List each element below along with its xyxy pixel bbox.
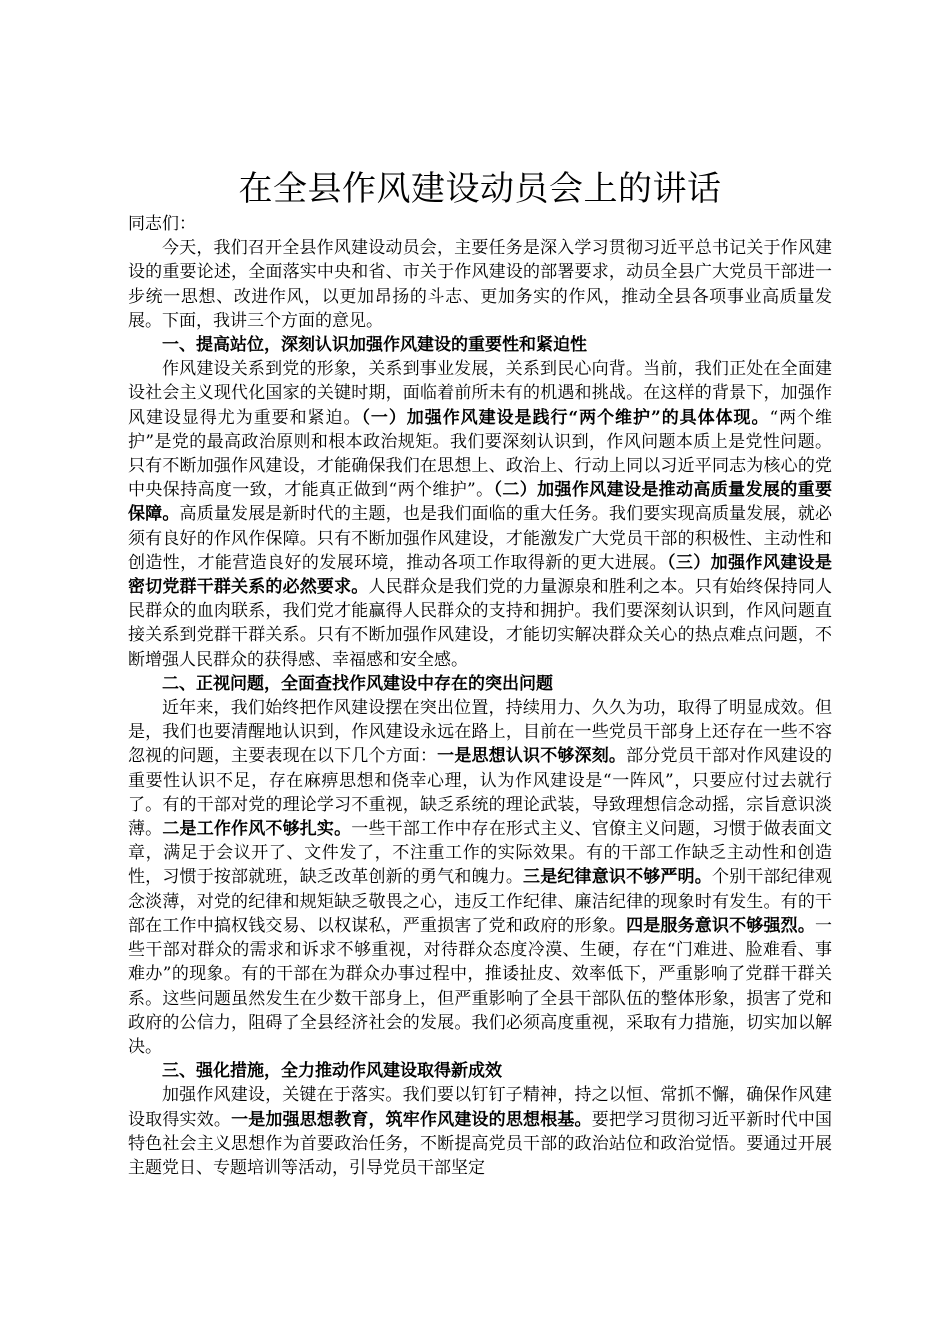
- intro-paragraph: 今天，我们召开全县作风建设动员会，主要任务是深入学习贯彻习近平总书记关于作风建设的重要论述，全面落实中央和省、市关于作风建设的部署要求，动员全县广大党员干部进一步统一思想、改进作风，以更加昂扬的斗志、更加务实的作风，推动全县各项事业高质量发展。下面，我讲三个方面的意见。: [128, 238, 832, 331]
- section-2-text-4: 个别干部纪律观念淡薄，对党的纪律和规矩缺乏敬畏之心，违反工作纪律、廉洁纪律的现象时有发生。有的干部在工作中搞权钱交易、以权谋私，严重损害了党和政府的形象。: [128, 867, 833, 936]
- section-1-bold-1: （一）加强作风建设是践行“两个维护”的具体体现。: [361, 407, 770, 428]
- section-2-paragraph: [128, 696, 832, 1059]
- section-3-text-1: 加强作风建设，关键在于落实。我们要以钉钉子精神，持之以恒、常抓不懈，确保作风建设取得实效。: [128, 1085, 832, 1130]
- document-title: 在全县作风建设动员会上的讲话: [238, 169, 722, 209]
- section-2-text-3: 一些干部工作中存在形式主义、官僚主义问题，习惯于做表面文章，满足于会议开了、文件发了，不注重工作的实际效果。有的干部工作缺乏主动性和创造性，习惯于按部就班，缺乏改革创新的勇气和魄力。: [128, 819, 833, 888]
- section-1-paragraph: [128, 357, 832, 672]
- section-2-bold-3: 三是纪律意识不够严明。: [523, 867, 712, 888]
- section-2-bold-1: 一是思想认识不够深刻。: [437, 746, 627, 767]
- section-2-text-1: 近年来，我们始终把作风建设摆在突出位置，持续用力、久久为功，取得了明显成效。但是，我们也要清醒地认识到，作风建设永远在路上，目前在一些党员干部身上还存在一些不容忽视的问题，主要表现在以下几个方面：: [128, 698, 832, 767]
- section-1-text-2: “两个维护”是党的最高政治原则和根本政治规矩。我们要深刻认识到，作风问题本质上是党性问题。只有不断加强作风建设，才能确保我们在思想上、政治上、行动上同以习近平同志为核心的党中央保持高度一致，才能真正做到“两个维护”。: [128, 407, 832, 501]
- section-2-heading: 二、正视问题，全面查找作风建设中存在的突出问题: [162, 673, 553, 694]
- section-1-heading: 一、提高站位，深刻认识加强作风建设的重要性和紧迫性: [162, 335, 587, 356]
- section-1-text-4: 人民群众是我们党的力量源泉和胜利之本。只有始终保持同人民群众的血肉联系，我们党才能赢得人民群众的支持和拥护。我们要深刻认识到，作风问题直接关系到党群干群关系。只有不断加强作风建设，才能切实解决群众关心的热点难点问题，不断增强人民群众的获得感、幸福感和安全感。: [128, 577, 833, 670]
- section-3-text-2: 要把学习贯彻习近平新时代中国特色社会主义思想作为首要政治任务，不断提高党员干部的政治站位和政治觉悟。要通过开展主题党日、专题培训等活动，引导党员干部坚定: [128, 1109, 833, 1178]
- document-page: [128, 166, 832, 1180]
- section-3-paragraph: [128, 1083, 832, 1180]
- section-3-bold-1: 一是加强思想教育，筑牢作风建设的思想根基。: [231, 1109, 592, 1130]
- section-1-text-3: 高质量发展是新时代的主题，也是我们面临的重大任务。我们要实现高质量发展，就必须有良好的作风作保障。只有不断加强作风建设，才能激发广大党员干部的积极性、主动性和创造性，才能营造良好的发展环境，推动各项工作取得新的更大进展。: [128, 504, 833, 573]
- section-1-bold-2: （二）加强作风建设是推动高质量发展的重要保障。: [128, 480, 833, 525]
- section-1-bold-3: （三）加强作风建设是密切党群干群关系的必然要求。: [128, 552, 833, 598]
- section-3-heading: 三、强化措施，全力推动作风建设取得新成效: [162, 1061, 502, 1082]
- section-1-text-1: 作风建设关系到党的形象，关系到事业发展，关系到民心向背。当前，我们正处在全面建设社会主义现代化国家的关键时期，面临着前所未有的机遇和挑战。在这样的背景下，加强作风建设显得尤为重要和紧迫。: [128, 359, 832, 428]
- section-2-bold-4: 四是服务意识不够强烈。: [626, 915, 816, 936]
- salutation: 同志们：: [128, 214, 196, 234]
- section-2-bold-2: 二是工作作风不够扎实。: [162, 819, 352, 840]
- section-2-text-5: 一些干部对群众的需求和诉求不够重视，对待群众态度冷漠、生硬，存在“门难进、脸难看、事难办”的现象。有的干部在为群众办事过程中，推诿扯皮、效率低下，严重影响了党群干群关系。这些问题虽然发生在少数干部身上，但严重影响了全县干部队伍的整体形象，损害了党和政府的公信力，阻碍了全县经济社会的发展。我们必须高度重视，采取有力措施，切实加以解决。: [128, 915, 833, 1057]
- section-2-text-2: 部分党员干部对作风建设的重要性认识不足，存在麻痹思想和侥幸心理，认为作风建设是“一阵风”，只要应付过去就行了。有的干部对党的理论学习不重视，缺乏系统的理论武装，导致理想信念动摇，宗旨意识淡薄。: [128, 746, 833, 840]
